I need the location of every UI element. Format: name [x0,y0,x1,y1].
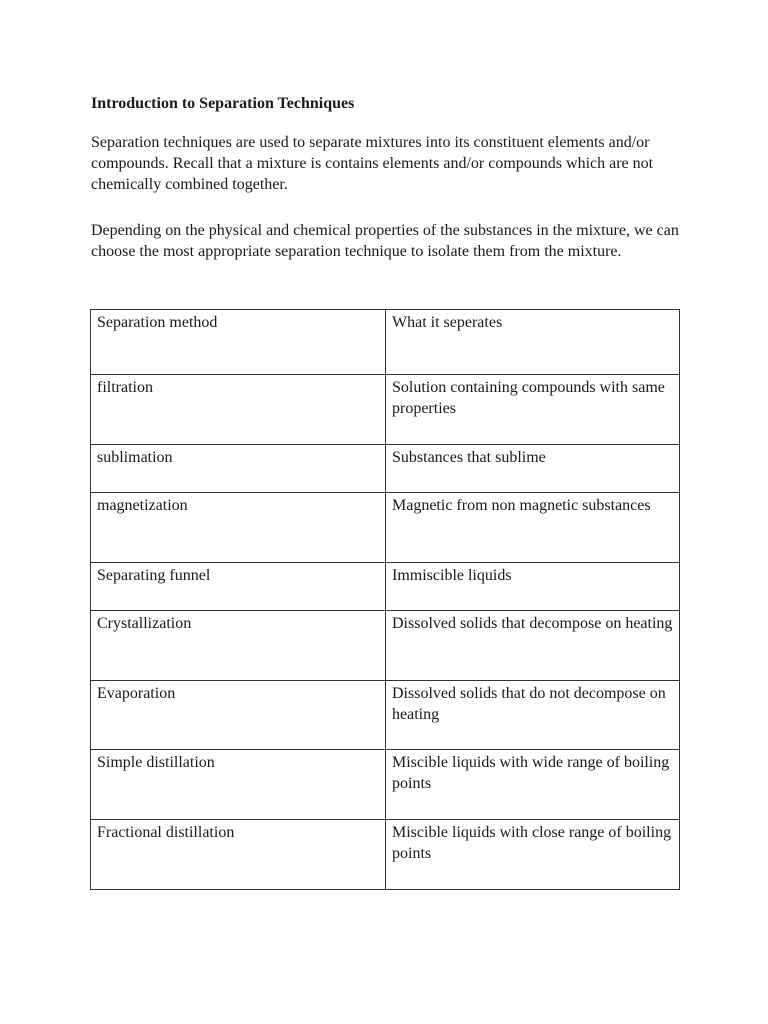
separates-cell: Solution containing compounds with same properties [386,375,680,445]
table-row [91,681,680,750]
intro-paragraph: Separation techniques are used to separate mixtures into its constituent elements and/or compounds. Recall that a mixture is contains elements and/or compounds which are not chemically combined together. [91,134,654,193]
page-title: Introduction to Separation Techniques [91,95,355,112]
separates-cell: Substances that sublime [386,445,680,493]
table-row [91,611,680,681]
method-cell: sublimation [91,445,386,493]
separates-cell: Dissolved solids that decompose on heating [386,611,680,681]
method-cell: filtration [91,375,386,445]
table-row [91,445,680,493]
table-row [91,750,680,820]
header-what-it-separates: What it seperates [386,310,680,375]
header-separation-method: Separation method [91,310,386,375]
method-cell: Simple distillation [91,750,386,820]
properties-paragraph: Depending on the physical and chemical properties of the substances in the mixture, we can choose the most appropriate separation technique to isolate them from the mixture. [91,222,679,260]
method-cell: Separating funnel [91,563,386,611]
method-cell: Fractional distillation [91,820,386,890]
method-cell: Crystallization [91,611,386,681]
table-row [91,375,680,445]
separates-cell: Immiscible liquids [386,563,680,611]
separates-cell: Miscible liquids with close range of boiling points [386,820,680,890]
separates-cell: Miscible liquids with wide range of boiling points [386,750,680,820]
table-row [91,820,680,890]
separation-methods-table [90,309,680,890]
table-row [91,563,680,611]
separates-cell: Dissolved solids that do not decompose on heating [386,681,680,750]
separates-cell: Magnetic from non magnetic substances [386,493,680,563]
method-cell: Evaporation [91,681,386,750]
method-cell: magnetization [91,493,386,563]
table-row [91,493,680,563]
table-header-row [91,310,680,375]
